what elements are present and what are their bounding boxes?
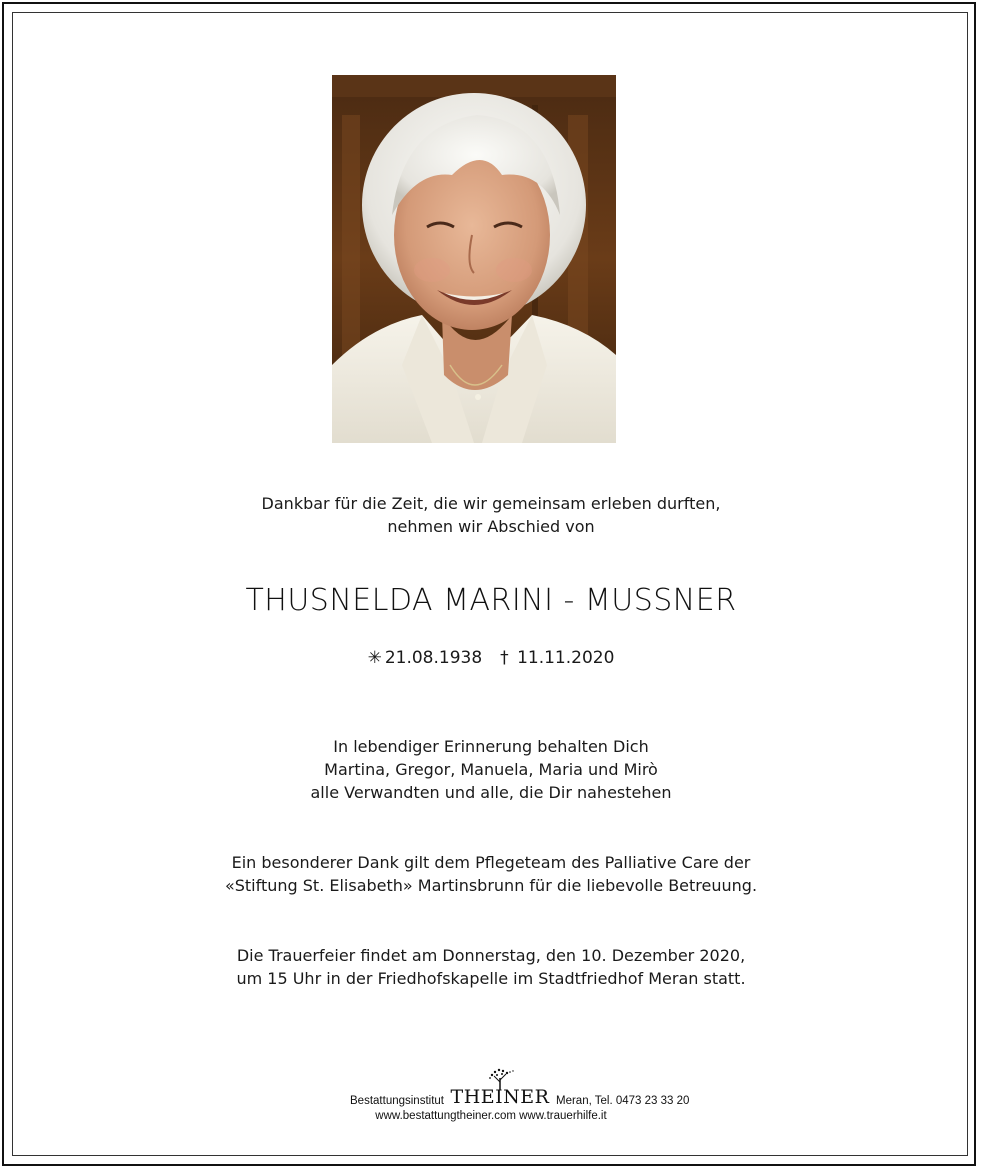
intro-line-2: nehmen wir Abschied von <box>387 517 595 536</box>
ceremony-text <box>0 944 982 990</box>
memory-text <box>0 735 982 804</box>
thanks-line-2: «Stiftung St. Elisabeth» Martinsbrunn für die liebevolle Betreuung. <box>224 876 758 895</box>
thanks-text <box>0 851 982 897</box>
portrait-photo <box>332 75 616 443</box>
theiner-brand: THEINER <box>450 1086 550 1108</box>
memory-line-1: In lebendiger Erinnerung behalten Dich <box>333 737 649 756</box>
death-date: 11.11.2020 <box>517 648 615 668</box>
memory-line-3: alle Verwandten und alle, die Dir nahestehen <box>310 783 672 802</box>
birth-star-icon: ✳ <box>367 648 382 668</box>
life-dates <box>0 648 982 668</box>
footer-contact: Meran, Tel. 0473 23 33 20 <box>556 1095 690 1107</box>
ceremony-line-2: um 15 Uhr in der Friedhofskapelle im Stadtfriedhof Meran statt. <box>236 969 746 988</box>
intro-text <box>0 492 982 538</box>
birth-date: 21.08.1938 <box>384 648 483 668</box>
footer-institute-label: Bestattungsinstitut <box>350 1095 444 1107</box>
footer-websites: www.bestattungtheiner.com www.trauerhilfe.it <box>375 1110 607 1122</box>
ceremony-line-1: Die Trauerfeier findet am Donnerstag, den 10. Dezember 2020, <box>236 946 746 965</box>
thanks-line-1: Ein besonderer Dank gilt dem Pflegeteam des Palliative Care der <box>231 853 751 872</box>
memory-line-2: Martina, Gregor, Manuela, Maria und Mirò <box>324 760 658 779</box>
death-cross-icon: † <box>500 648 509 668</box>
funeral-home-footer <box>0 1068 982 1122</box>
theiner-logo <box>450 1068 550 1108</box>
deceased-name: THUSNELDA MARINI - MUSSNER <box>245 583 737 618</box>
intro-line-1: Dankbar für die Zeit, die wir gemeinsam erleben durften, <box>261 494 721 513</box>
